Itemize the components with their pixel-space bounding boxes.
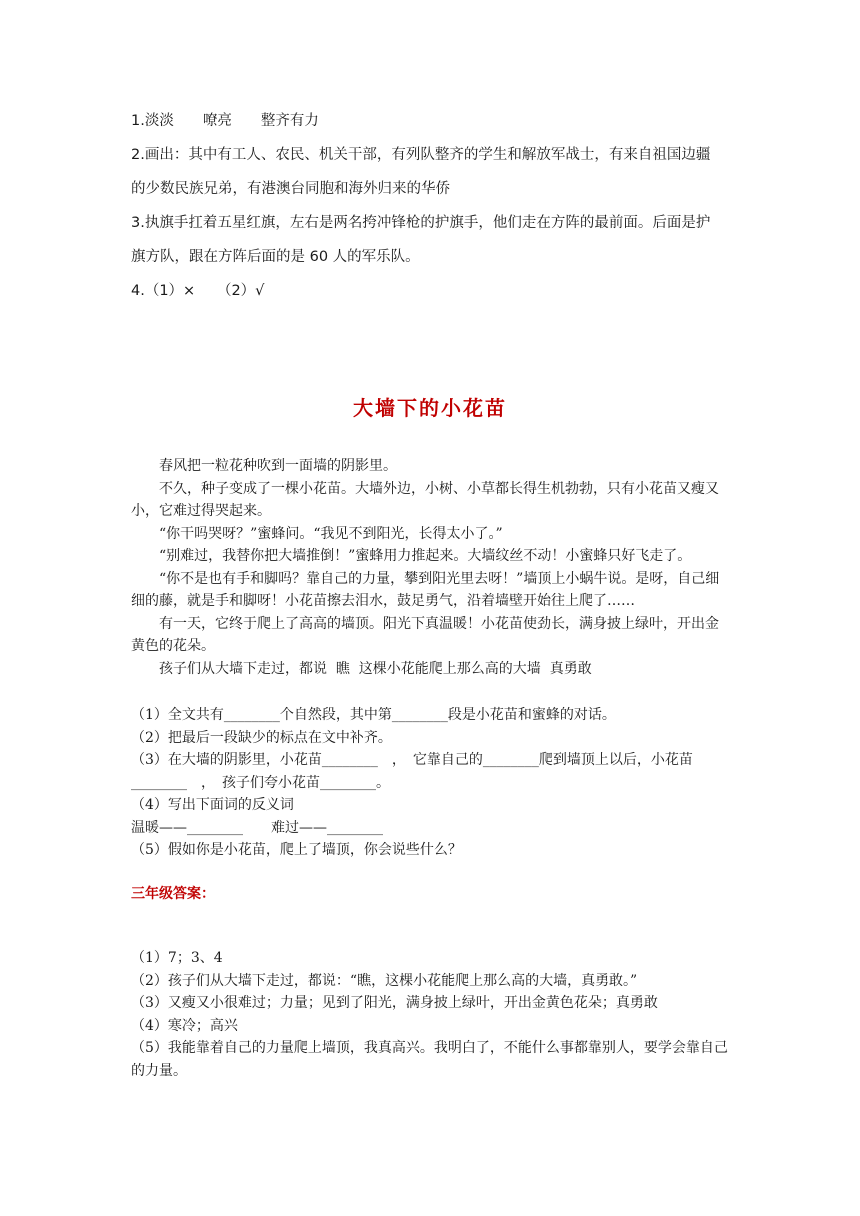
answer-line: 2.画出：其中有工人、农民、机关干部，有列队整齐的学生和解放军战士，有来自祖国边疆 (131, 147, 711, 163)
story-paragraph: 春风把一粒花种吹到一面墙的阴影里。 (159, 458, 397, 474)
question-item: 温暖——________ 难过——________ (131, 819, 383, 836)
story-paragraph: “别难过，我替你把大墙推倒！”蜜蜂用力推起来。大墙纹丝不动！小蜜蜂只好飞走了。 (159, 548, 692, 564)
question-item: （4）写出下面词的反义词 (131, 797, 294, 813)
answer-item: （5）我能靠着自己的力量爬上墙顶，我真高兴。我明白了，不能什么事都靠别人，要学会靠自己的力量。 (131, 1040, 728, 1079)
answer-item: （1）7；3、4 (131, 950, 223, 966)
question-list (131, 704, 731, 862)
story-paragraph: 孩子们从大墙下走过，都说 瞧 这棵小花能爬上那么高的大墙 真勇敢 (159, 660, 592, 677)
question-item: （2）把最后一段缺少的标点在文中补齐。 (131, 729, 392, 746)
answer-line: 1.淡淡 嘹亮 整齐有力 (131, 113, 319, 129)
answer-item: （3）又瘦又小很难过；力量；见到了阳光，满身披上绿叶，开出金黄色花朵；真勇敢 (131, 995, 658, 1011)
answer-item: （2）孩子们从大墙下走过，都说：“瞧，这棵小花能爬上那么高的大墙，真勇敢。” (131, 972, 638, 989)
answer-line: 3.执旗手扛着五星红旗，左右是两名挎冲锋枪的护旗手，他们走在方阵的最前面。后面是护 (131, 215, 711, 231)
question-item: （3）在大墙的阴影里，小花苗________ ， 它靠自己的________爬到墙顶上以后，小花苗________ ， 孩子们夸小花苗________。 (131, 752, 693, 791)
previous-answers (131, 104, 731, 308)
story-title: 大墙下的小花苗 (353, 396, 507, 420)
answer-line: 的少数民族兄弟，有港澳台同胞和海外归来的华侨 (131, 181, 450, 197)
story-paragraph: “你不是也有手和脚吗？靠自己的力量，攀到阳光里去呀！”墙顶上小蜗牛说。是呀，自己细细的藤，就是手和脚呀！小花苗擦去泪水，鼓足勇气，沿着墙壁开始往上爬了…… (131, 570, 720, 609)
question-item: （1）全文共有________个自然段，其中第________段是小花苗和蜜蜂的对话。 (131, 707, 616, 723)
answer-list (131, 947, 731, 1082)
question-item: （5）假如你是小花苗，爬上了墙顶，你会说些什么？ (131, 842, 462, 858)
answer-item: （4）寒冷；高兴 (131, 1017, 238, 1034)
answer-line: 4.（1）× （2）√ (131, 283, 265, 299)
story-text (131, 455, 731, 680)
answers-heading: 三年级答案： (131, 886, 215, 902)
story-paragraph: “你干吗哭呀？”蜜蜂问。“我见不到阳光，长得太小了。” (159, 525, 503, 542)
story-paragraph: 不久，种子变成了一棵小花苗。大墙外边，小树、小草都长得生机勃勃，只有小花苗又瘦又小，它难过得哭起来。 (131, 480, 719, 519)
story-paragraph: 有一天，它终于爬上了高高的墙顶。阳光下真温暖！小花苗使劲长，满身披上绿叶，开出金黄色的花朵。 (131, 615, 719, 654)
answer-line: 旗方队，跟在方阵后面的是 60 人的军乐队。 (131, 249, 420, 265)
